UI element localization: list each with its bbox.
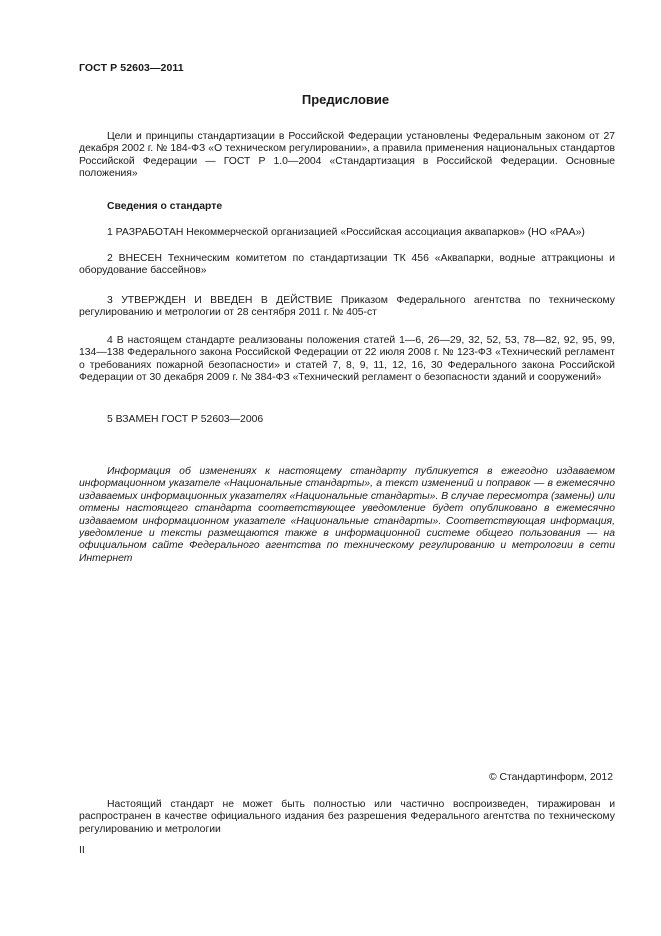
standard-info-item-1: 1 РАЗРАБОТАН Некоммерческой организацией «Российская ассоциация аквапарков» (НО «РАА») <box>107 227 585 238</box>
copyright-notice: © Стандартинформ, 2012 <box>488 772 613 783</box>
changes-notice: Информация об изменениях к настоящему стандарту публикуется в ежегодно издаваемом информационном указателе «Национальные стандарты», а текст изменений и поправок — в ежемесячно издаваемых информационных указателях «Национальные стандарты». В случае пересмотра (замены) или отмены настоящего стандарта соответствующее уведомление будет опубликовано в ежемесячно издаваемом информационном указателе «Национальные стандарты». Соответствующая информация, уведомление и тексты размещаются также в информационной системе общего пользования — на официальном сайте Федерального агентства по техническому регулированию и метрологии в сети Интернет <box>79 466 615 564</box>
document-code: ГОСТ Р 52603—2011 <box>79 62 184 74</box>
standard-info-heading: Сведения о стандарте <box>107 201 223 212</box>
reproduction-notice: Настоящий стандарт не может быть полностью или частично воспроизведен, тиражирован и распространен в качестве официального издания без разрешения Федерального агентства по техническому регулированию и метрологии <box>79 799 615 835</box>
standard-info-item-2: 2 ВНЕСЕН Техническим комитетом по стандартизации ТК 456 «Аквапарки, водные аттракционы и оборудование бассейнов» <box>79 253 615 277</box>
page-title: Предисловие <box>301 92 390 107</box>
standard-info-item-4: 4 В настоящем стандарте реализованы положения статей 1—6, 26—29, 32, 52, 53, 78—82, 92, 95, 99, 134—138 Федерального закона Российской Федерации от 22 июля 2008 г. № 123-ФЗ «Технический регламент о требованиях пожарной безопасности» и статей 7, 8, 9, 11, 12, 16, 30 Федерального закона Российской Федерации от 30 декабря 2009 г. № 384-ФЗ «Технический регламент о безопасности зданий и сооружений» <box>79 335 615 384</box>
intro-paragraph: Цели и принципы стандартизации в Российской Федерации установлены Федеральным законом от 27 декабря 2002 г. № 184-ФЗ «О техническом регулировании», а правила применения национальных стандартов Российской Федерации — ГОСТ Р 1.0—2004 «Стандартизация в Российской Федерации. Основные положения» <box>79 131 615 180</box>
standard-info-item-5: 5 ВЗАМЕН ГОСТ Р 52603—2006 <box>107 414 264 425</box>
standard-info-item-3: 3 УТВЕРЖДЕН И ВВЕДЕН В ДЕЙСТВИЕ Приказом Федерального агентства по техническому регулированию и метрологии от 28 сентября 2011 г. № 405-ст <box>79 295 615 319</box>
page-number: II <box>79 845 85 856</box>
